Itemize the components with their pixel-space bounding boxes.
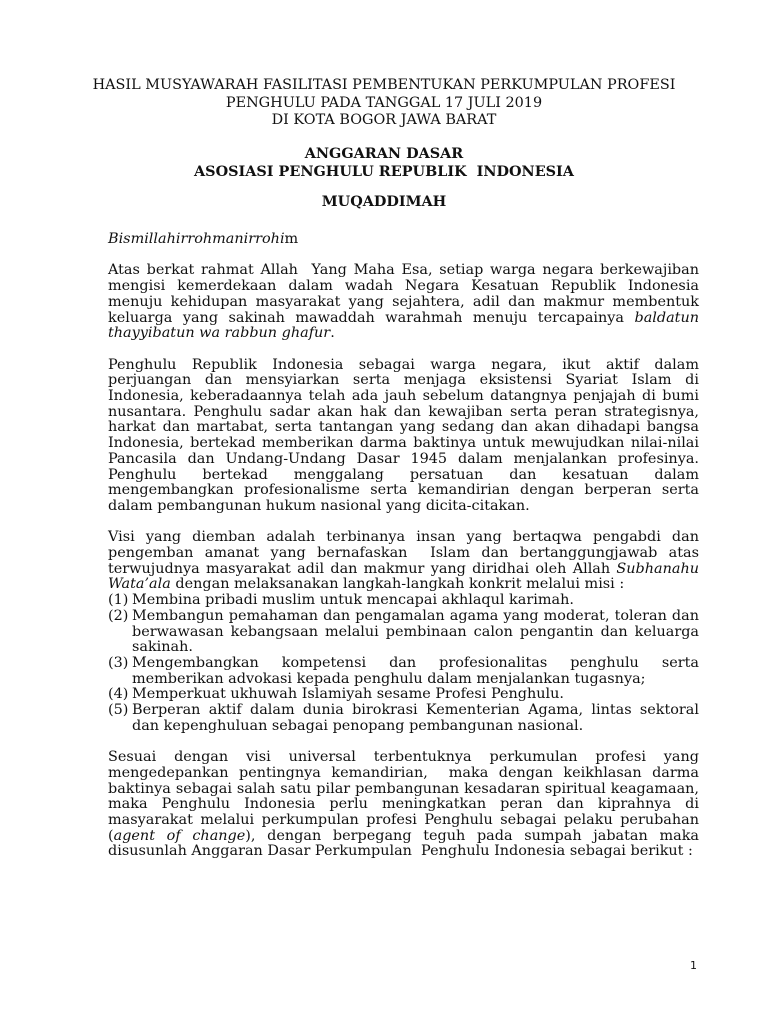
title-line-1: ANGGARAN DASAR — [304, 145, 464, 162]
misi-item-number: (5) — [108, 702, 129, 719]
misi-item-3 — [108, 656, 699, 687]
misi-list — [108, 593, 699, 734]
misi-item-text: Membangun pemahaman dan pengamalan agama yang moderat, toleran dan berwawasan kebangsaan melalui pembinaan calon pengantin dan keluarga sakinah. — [132, 607, 699, 656]
misi-item-text: Mengembangkan kompetensi dan profesionalitas penghulu serta memberikan advokasi kepada penghulu dalam menjalankan tugasnya; — [132, 654, 699, 687]
paragraph-1-text: Atas berkat rahmat Allah Yang Maha Esa, setiap warga negara berkewajiban mengisi kemerdekaan dalam wadah Negara Kesatuan Republik Indonesia menuju kehidupan masyarakat yang sejahtera, adil dan makmur membentuk keluarga yang sakinah mawaddah warahmah menuju tercapainya — [108, 262, 704, 326]
paragraph-1-end: . — [330, 325, 335, 342]
title-line-2: ASOSIASI PENGHULU REPUBLIK INDONESIA — [194, 162, 574, 180]
paragraph-1-italic: baldatun thayyibatun wa rabbun ghafur — [108, 309, 704, 342]
misi-item-number: (1) — [108, 592, 129, 609]
misi-item-number: (3) — [108, 654, 129, 671]
misi-item-5 — [108, 703, 699, 734]
paragraph-4-italic: agent of change — [113, 827, 246, 844]
misi-item-2 — [108, 609, 699, 656]
paragraph-1 — [108, 262, 704, 342]
section-heading: MUQADDIMAH — [321, 193, 447, 210]
paragraph-3-text: Visi yang diemban adalah terbinanya insan yang bertaqwa pengabdi dan pengemban amanat yang bernafaskan Islam dan bertanggungjawab atas terwujudnya masyarakat adil dan makmur yang diridhai oleh Allah — [108, 529, 704, 577]
paragraph-4 — [108, 749, 704, 860]
misi-item-4 — [108, 687, 699, 703]
bismillah-italic: Bismillahirrohmanirrohi — [108, 231, 285, 247]
document-body — [108, 231, 704, 876]
header-line-3: DI KOTA BOGOR JAWA BARAT — [271, 112, 497, 128]
paragraph-4-text: Sesuai dengan visi universal terbentuknya perkumulan profesi yang mengedepankan pentingnya kemandirian, maka dengan keikhlasan darma baktinya sebagai salah satu pilar pembangunan kesadaran spiritual keagamaan, maka Penghulu Indonesia perlu meningkatkan peran dan kiprahnya di masyarakat melalui perkumpulan profesi Penghulu sebagai pelaku perubahan ( — [108, 749, 704, 844]
page-number: 1 — [690, 959, 697, 972]
paragraph-3-italic: Subhanahu Wata’ala — [108, 560, 704, 593]
misi-item-text: Memperkuat ukhuwah Islamiyah sesame Profesi Penghulu. — [132, 686, 564, 703]
header-line-2: PENGHULU PADA TANGGAL 17 JULI 2019 — [225, 94, 543, 111]
misi-item-1 — [108, 593, 699, 609]
bismillah-line — [108, 232, 699, 248]
paragraph-2: Penghulu Republik Indonesia sebagai warga negara, ikut aktif dalam perjuangan dan mensyiarkan serta menjaga eksistensi Syariat Islam di Indonesia, keberadaannya telah ada jauh sebelum datangnya penjajah di bumi nusantara. Penghulu sadar akan hak dan kewajiban serta peran strategisnya, harkat dan martabat, serta tantangan yang sedang dan akan dihadapi bangsa Indonesia, bertekad memberikan darma baktinya untuk mewujudkan nilai-nilai Pancasila dan Undang-Undang Dasar 1945 dalam menjalankan profesinya. Penghulu bertekad menggalang persatuan dan kesatuan dalam mengembangkan profesionalisme serta kemandirian dengan berperan serta dalam pembangunan hukum nasional yang dicita-citakan. — [108, 356, 699, 514]
bismillah-upright: m — [284, 231, 299, 247]
header-line-1: HASIL MUSYAWARAH FASILITASI PEMBENTUKAN PERKUMPULAN PROFESI — [92, 77, 676, 93]
misi-item-text: Berperan aktif dalam dunia birokrasi Kementerian Agama, lintas sektoral dan kepenghuluan sebagai penopang pembangunan nasional. — [132, 702, 699, 734]
document-header — [0, 77, 768, 130]
misi-item-number: (2) — [108, 607, 129, 624]
paragraph-3-end: dengan melaksanakan langkah-langkah konkrit melalui misi : — [170, 576, 625, 593]
misi-item-number: (4) — [108, 686, 129, 703]
misi-item-text: Membina pribadi muslim untuk mencapai akhlaqul karimah. — [132, 592, 574, 609]
paragraph-3 — [108, 529, 704, 593]
paragraph-4-end: ), dengan berpegang teguh pada sumpah jabatan maka disusunlah Anggaran Dasar Perkumpulan Penghulu Indonesia sebagai berikut : — [108, 827, 704, 860]
document-title — [0, 145, 768, 180]
